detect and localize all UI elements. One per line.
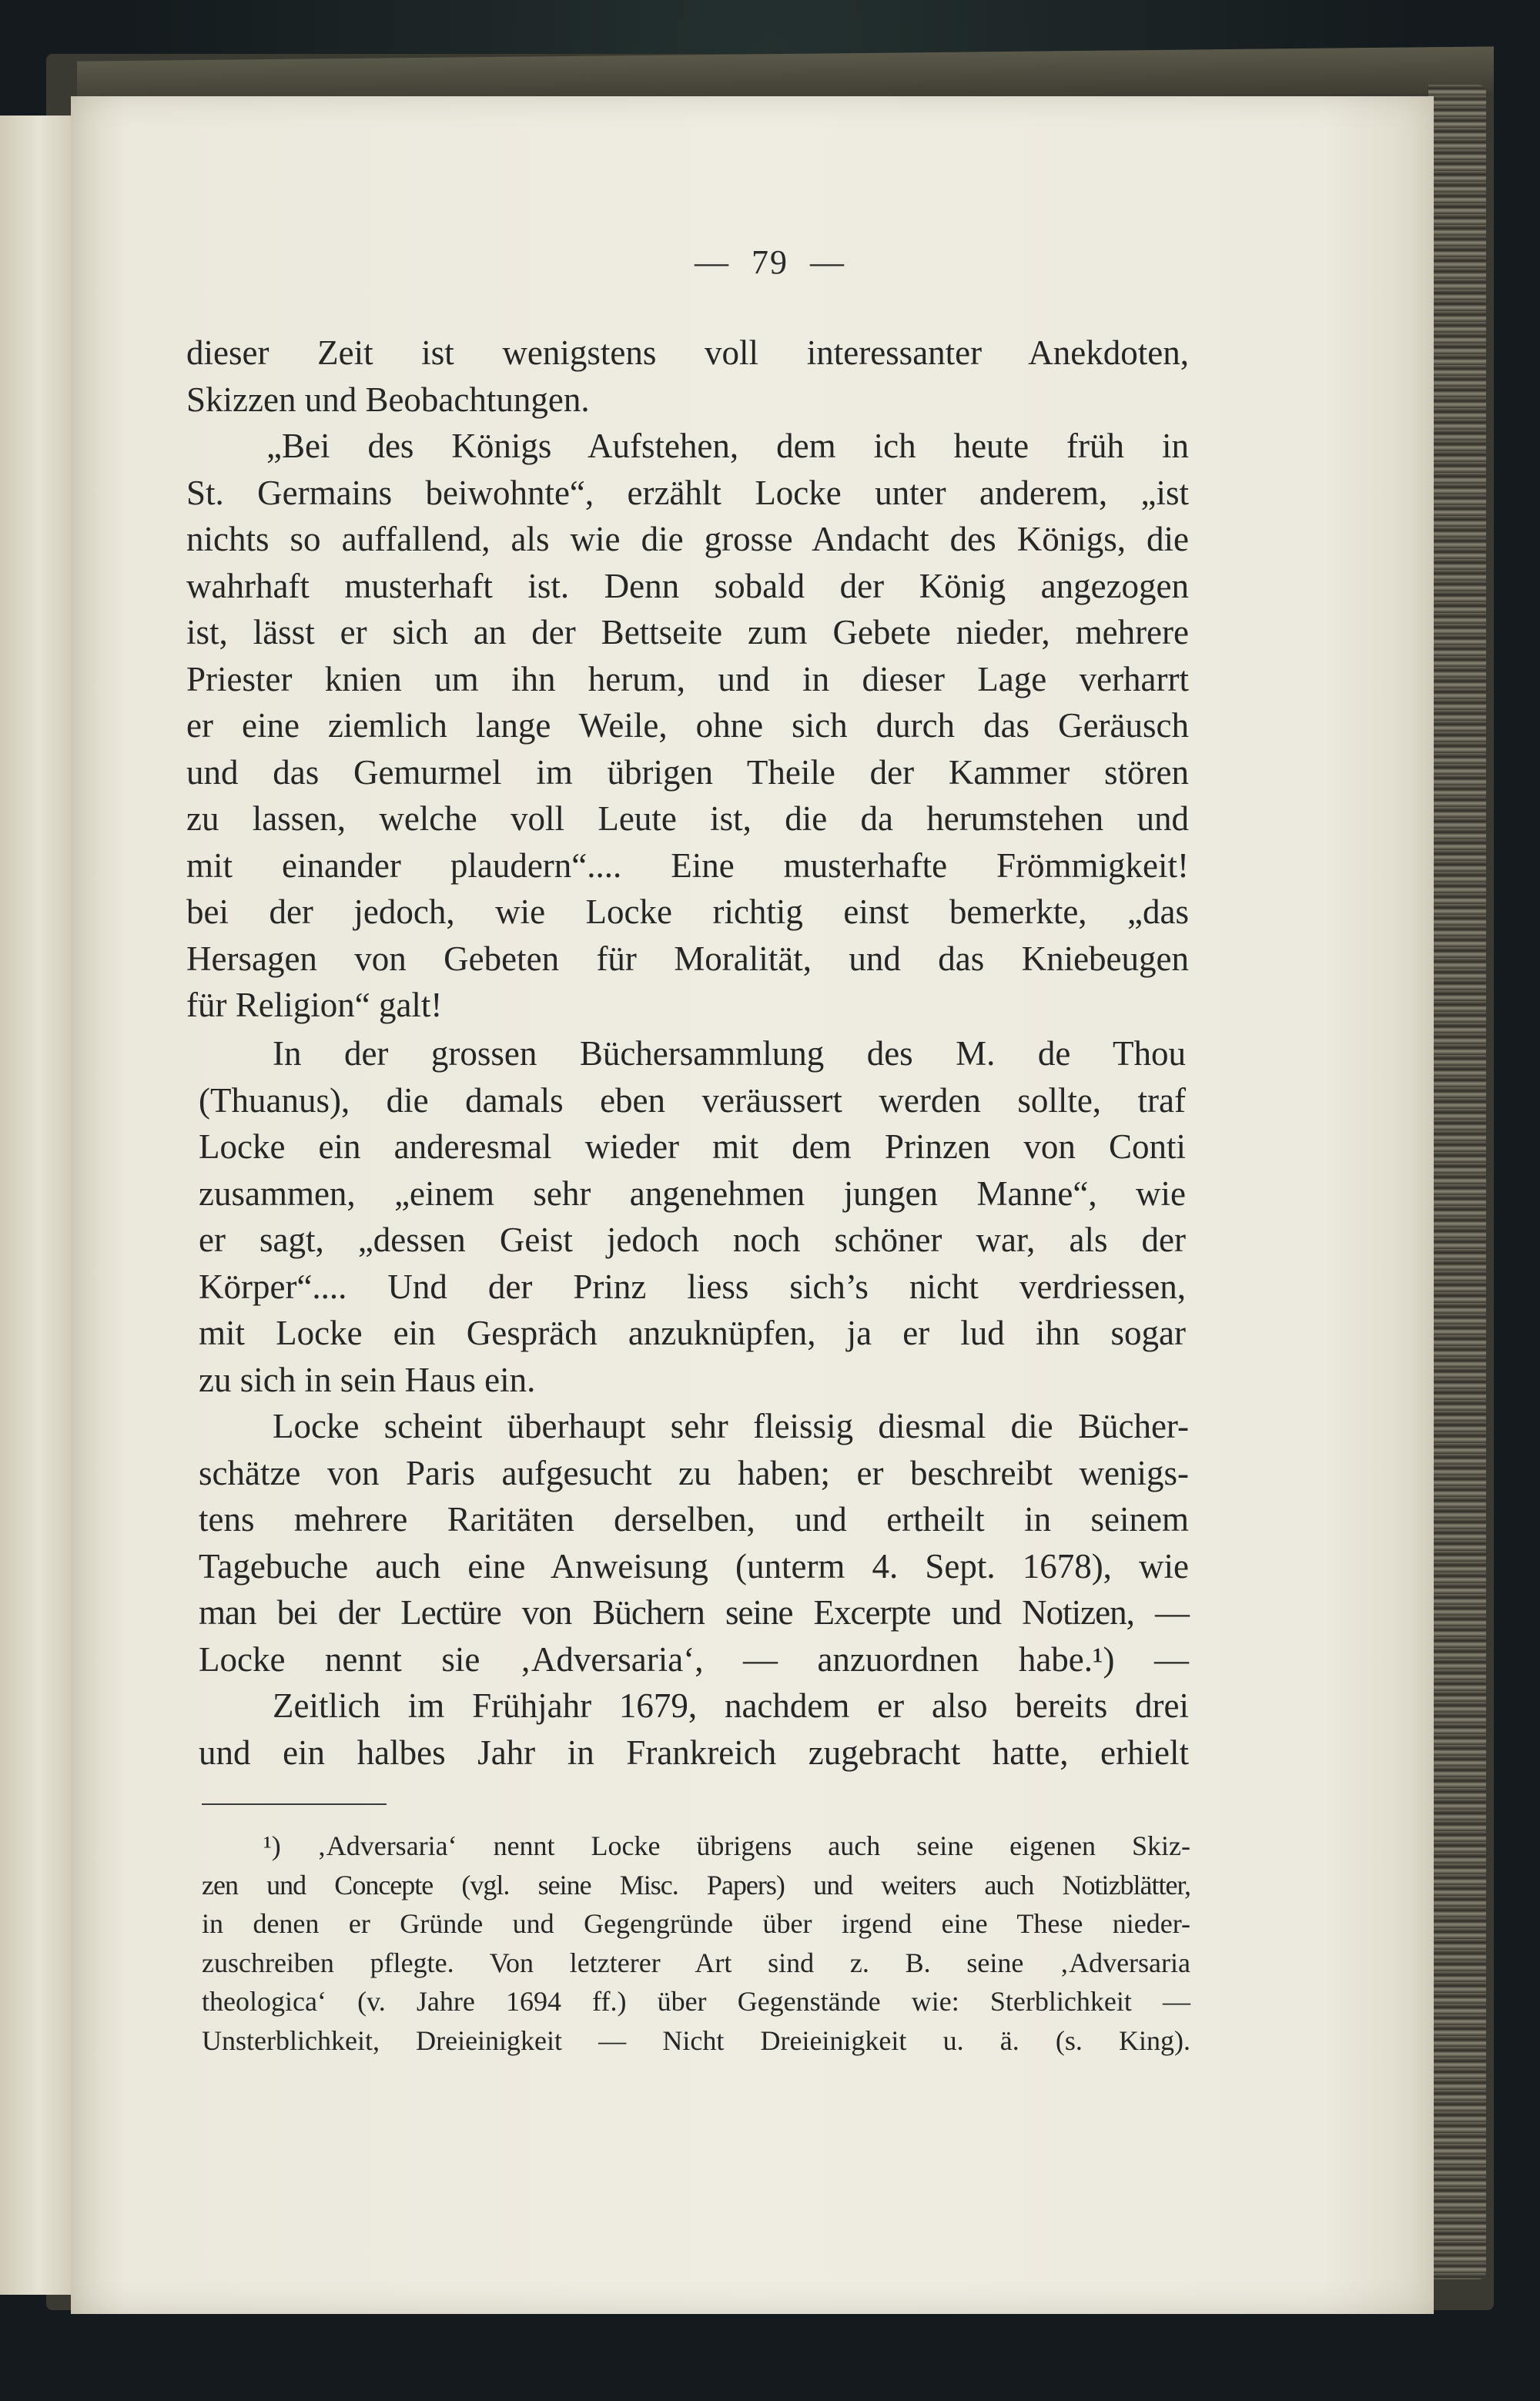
footnote-line <box>202 1827 1190 1866</box>
text-line-content: mit einander plaudern“.... Eine musterhafte Frömmigkeit! <box>186 846 1189 885</box>
footnote-line-content: zuschreiben pflegte. Von letzterer Art sind z. B. seine ‚Adversaria <box>202 1947 1190 1978</box>
footnote-line-content: in denen er Gründe und Gegengründe über irgend eine These nieder- <box>202 1908 1190 1939</box>
footnote-line-content: Unsterblichkeit, Dreieinigkeit — Nicht Dreieinigkeit u. ä. (s. King). <box>202 2024 1190 2056</box>
text-line-content: Körper“.... Und der Prinz liess sich’s nicht verdriessen, <box>199 1267 1186 1306</box>
text-line <box>199 1636 1189 1683</box>
text-line <box>186 516 1189 563</box>
text-line <box>186 982 1189 1029</box>
body-paragraph-2 <box>199 1030 1186 1403</box>
text-line <box>186 330 1189 377</box>
text-line-content: zu lassen, welche voll Leute ist, die da herumstehen und <box>186 799 1189 838</box>
text-line-content: ist, lässt er sich an der Bettseite zum Gebete nieder, mehrere <box>186 613 1189 651</box>
page-number-value: 79 <box>752 243 788 281</box>
text-line <box>199 1123 1186 1170</box>
text-line-content: wahrhaft musterhaft ist. Denn sobald der König angezogen <box>186 566 1189 605</box>
text-line <box>199 1077 1186 1124</box>
text-line-content: er eine ziemlich lange Weile, ohne sich durch das Geräusch <box>186 706 1189 745</box>
page-block-edges <box>1428 85 1486 2279</box>
text-line-content: man bei der Lectüre von Büchern seine Excerpte und Notizen, — <box>199 1593 1189 1632</box>
footnote-separator <box>202 1803 387 1805</box>
text-line-content: (Thuanus), die damals eben veräussert werden sollte, traf <box>199 1080 1186 1120</box>
text-line-content: für Religion“ galt! <box>186 986 443 1024</box>
text-line <box>186 795 1189 842</box>
text-line <box>186 609 1189 656</box>
text-line-content: Zeitlich im Frühjahr 1679, nachdem er also bereits drei <box>273 1686 1189 1725</box>
text-line <box>199 1683 1189 1730</box>
text-line <box>199 1264 1186 1311</box>
text-line <box>199 1450 1189 1497</box>
footnote-line <box>202 1944 1190 1983</box>
text-line <box>199 1589 1189 1636</box>
footnote-line-content: zen und Concepte (vgl. seine Misc. Papers) und weiters auch Notizblätter, <box>202 1869 1190 1900</box>
text-line <box>199 1030 1186 1077</box>
text-line-content: „Bei des Königs Aufstehen, dem ich heute früh in <box>266 427 1189 465</box>
facing-page-edge <box>0 116 72 2295</box>
page-number-dash-left: — <box>695 243 730 281</box>
text-line-content: Tagebuche auch eine Anweisung (unterm 4. Sept. 1678), wie <box>199 1546 1189 1586</box>
footnote-line-content: ¹) ‚Adversaria‘ nennt Locke übrigens auch seine eigenen Skiz- <box>263 1830 1190 1861</box>
text-line-content: mit Locke ein Gespräch anzuknüpfen, ja er lud ihn sogar <box>199 1314 1186 1352</box>
text-line <box>186 702 1189 749</box>
text-line <box>199 1310 1186 1357</box>
footnote-line <box>202 2021 1190 2061</box>
text-line-content: Hersagen von Gebeten für Moralität, und das Kniebeugen <box>186 939 1189 978</box>
footnote-line <box>202 1904 1190 1944</box>
text-line <box>199 1357 1186 1404</box>
text-line-content: zu sich in sein Haus ein. <box>199 1360 536 1399</box>
text-line-content: bei der jedoch, wie Locke richtig einst bemerkte, „das <box>186 892 1189 931</box>
text-line-content: St. Germains beiwohnte“, erzählt Locke unter anderem, „ist <box>186 473 1189 512</box>
text-line-content: Locke nennt sie ‚Adversaria‘, — anzuordnen habe.¹) — <box>199 1639 1189 1679</box>
text-line <box>186 470 1189 517</box>
text-line-content: Skizzen und Beobachtungen. <box>186 380 590 419</box>
text-line-content: er sagt, „dessen Geist jedoch noch schöner war, als der <box>199 1221 1186 1259</box>
text-line <box>186 749 1189 796</box>
footnote-line-content: theologica‘ (v. Jahre 1694 ff.) über Gegenstände wie: Sterblichkeit — <box>202 1986 1190 2017</box>
text-line <box>186 423 1189 470</box>
text-line <box>186 889 1189 936</box>
text-line <box>199 1496 1189 1543</box>
text-line <box>186 377 1189 424</box>
text-line <box>186 656 1189 703</box>
text-line-content: nichts so auffallend, als wie die grosse Andacht des Königs, die <box>186 520 1189 558</box>
text-line-content: schätze von Paris aufgesucht zu haben; er beschreibt wenigs- <box>199 1453 1189 1492</box>
text-line-content: und das Gemurmel im übrigen Theile der Kammer stören <box>186 752 1189 792</box>
page-number <box>0 243 1540 282</box>
text-line <box>186 936 1189 983</box>
text-line-content: dieser Zeit ist wenigstens voll interessanter Anekdoten, <box>186 333 1189 372</box>
text-line <box>199 1170 1186 1217</box>
text-line <box>199 1217 1186 1264</box>
text-line <box>199 1730 1189 1776</box>
page-number-dash-right: — <box>810 243 845 281</box>
text-line <box>199 1403 1189 1450</box>
footnote-line <box>202 1866 1190 1905</box>
text-line <box>186 563 1189 610</box>
text-line-content: Priester knien um ihn herum, und in dieser Lage verharrt <box>186 659 1189 698</box>
body-paragraph-1 <box>186 330 1189 1029</box>
body-paragraph-3 <box>199 1403 1189 1776</box>
text-line-content: zusammen, „einem sehr angenehmen jungen Manne“, wie <box>199 1174 1186 1213</box>
footnote <box>202 1827 1190 2060</box>
text-line-content: Locke scheint überhaupt sehr fleissig diesmal die Bücher- <box>273 1407 1189 1445</box>
text-line-content: tens mehrere Raritäten derselben, und ertheilt in seinem <box>199 1500 1189 1539</box>
footnote-line <box>202 1982 1190 2021</box>
text-line <box>186 842 1189 889</box>
text-line-content: und ein halbes Jahr in Frankreich zugebracht hatte, erhielt <box>199 1733 1189 1772</box>
text-line-content: Locke ein anderesmal wieder mit dem Prinzen von Conti <box>199 1127 1186 1166</box>
text-line-content: In der grossen Büchersammlung des M. de Thou <box>273 1034 1186 1073</box>
text-line <box>199 1543 1189 1590</box>
